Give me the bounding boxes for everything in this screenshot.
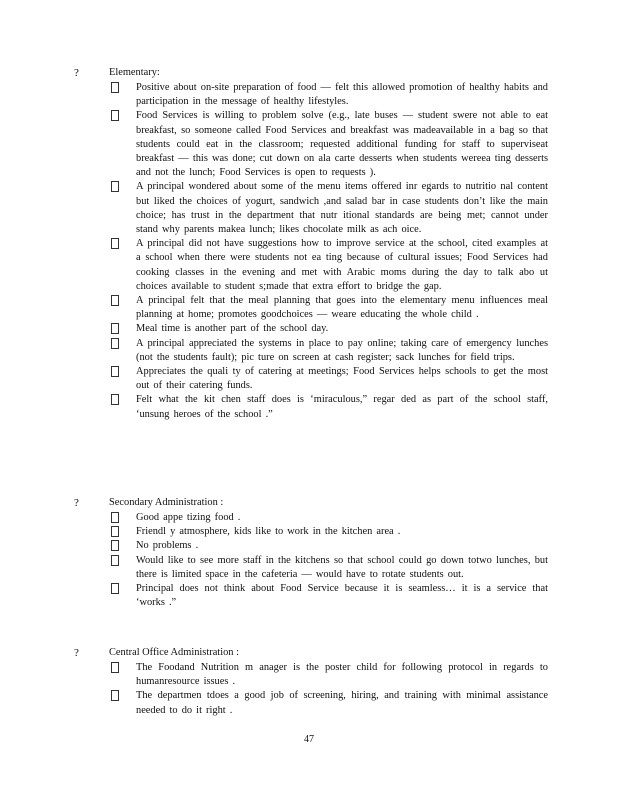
bullet-box-icon xyxy=(111,323,119,334)
bullet-box-icon xyxy=(111,512,119,523)
bullet-box-icon xyxy=(111,82,119,93)
bullet-box-icon xyxy=(111,295,119,306)
bullet-box-icon xyxy=(111,526,119,537)
list-item: Would like to see more staff in the kitchens so that school could go down totwo lunches, but there is limited space in the cafeteria — would have to rotate students out. xyxy=(74,554,548,582)
list-item: Appreciates the quali ty of catering at meetings; Food Services helps schools to get the most out of their catering funds. xyxy=(74,365,548,393)
bullet-box-icon xyxy=(111,338,119,349)
list-item: Friendl y atmosphere, kids like to work in the kitchen area . xyxy=(74,525,548,539)
list-item: Positive about on-site preparation of food — felt this allowed promotion of healthy habits and participation in the message of healthy lifestyles. xyxy=(74,81,548,109)
bullet-box-icon xyxy=(111,662,119,673)
bullet-box-icon xyxy=(111,238,119,249)
bullet-box-icon xyxy=(111,555,119,566)
section-heading xyxy=(74,496,548,511)
page-number: 47 xyxy=(304,734,314,745)
section-title: Secondary Administration : xyxy=(109,497,224,508)
list-item: Felt what the kit chen staff does is ‘miraculous,” regar ded as part of the school staff, ‘unsung heroes of the school .” xyxy=(74,393,548,421)
section-marker: ? xyxy=(74,67,79,79)
bullet-box-icon xyxy=(111,394,119,405)
list-item: No problems . xyxy=(74,539,548,553)
section-central-office-administration xyxy=(74,646,548,718)
list-item: Meal time is another part of the school day. xyxy=(74,322,548,336)
bullet-box-icon xyxy=(111,583,119,594)
list-item: Principal does not think about Food Service because it is seamless… it is a service that ‘works .” xyxy=(74,582,548,610)
list-item: The departmen tdoes a good job of screening, hiring, and training with minimal assistance needed to do it right . xyxy=(74,689,548,717)
list-item: Good appe tizing food . xyxy=(74,511,548,525)
list-item: A principal wondered about some of the menu items offered inr egards to nutritio nal content but liked the choices of yogurt, sandwich ,and salad bar in case students don’t like the main choice; has trust in the department that nutr itional standards are being met; cannot under stand why parents makea lunch; likes chocolate milk as ach oice. xyxy=(74,180,548,237)
list-item: A principal felt that the meal planning that goes into the elementary menu influences meal planning at home; promotes goodchoices — weare educating the whole child . xyxy=(74,294,548,322)
bullet-list xyxy=(74,661,548,718)
bullet-box-icon xyxy=(111,690,119,701)
list-item: A principal did not have suggestions how to improve service at the school, cited examples at a school when there were students not ea ting because of cultural issues; Food Services had cooking classes in the evening and met with Arabic moms during the day to talk abo ut choices available to student s;made that extra effort to bridge the gap. xyxy=(74,237,548,294)
section-marker: ? xyxy=(74,497,79,509)
bullet-list xyxy=(74,511,548,610)
section-heading xyxy=(74,646,548,661)
section-marker: ? xyxy=(74,647,79,659)
section-elementary xyxy=(74,66,548,422)
bullet-list xyxy=(74,81,548,422)
bullet-box-icon xyxy=(111,366,119,377)
list-item: A principal appreciated the systems in place to pay online; taking care of emergency lunches (not the students fault); pic ture on screen at cash register; sack lunches for field trips. xyxy=(74,337,548,365)
section-secondary-administration xyxy=(74,496,548,610)
section-title: Elementary: xyxy=(109,67,160,78)
list-item: The Foodand Nutrition m anager is the poster child for following protocol in regards to humanresource issues . xyxy=(74,661,548,689)
bullet-box-icon xyxy=(111,110,119,121)
list-item: Food Services is willing to problem solve (e.g., late buses — student swere not able to eat breakfast, so someone called Food Services and breakfast was madeavailable in a bag so that students could eat in the classroom; requested additional funding for staff to superviseat breakfast — this was done; cut down on ala carte desserts when students wereea ting desserts and not the lunch; Food Services is open to requests ). xyxy=(74,109,548,180)
bullet-box-icon xyxy=(111,540,119,551)
bullet-box-icon xyxy=(111,181,119,192)
section-heading xyxy=(74,66,548,81)
section-title: Central Office Administration : xyxy=(109,647,239,658)
